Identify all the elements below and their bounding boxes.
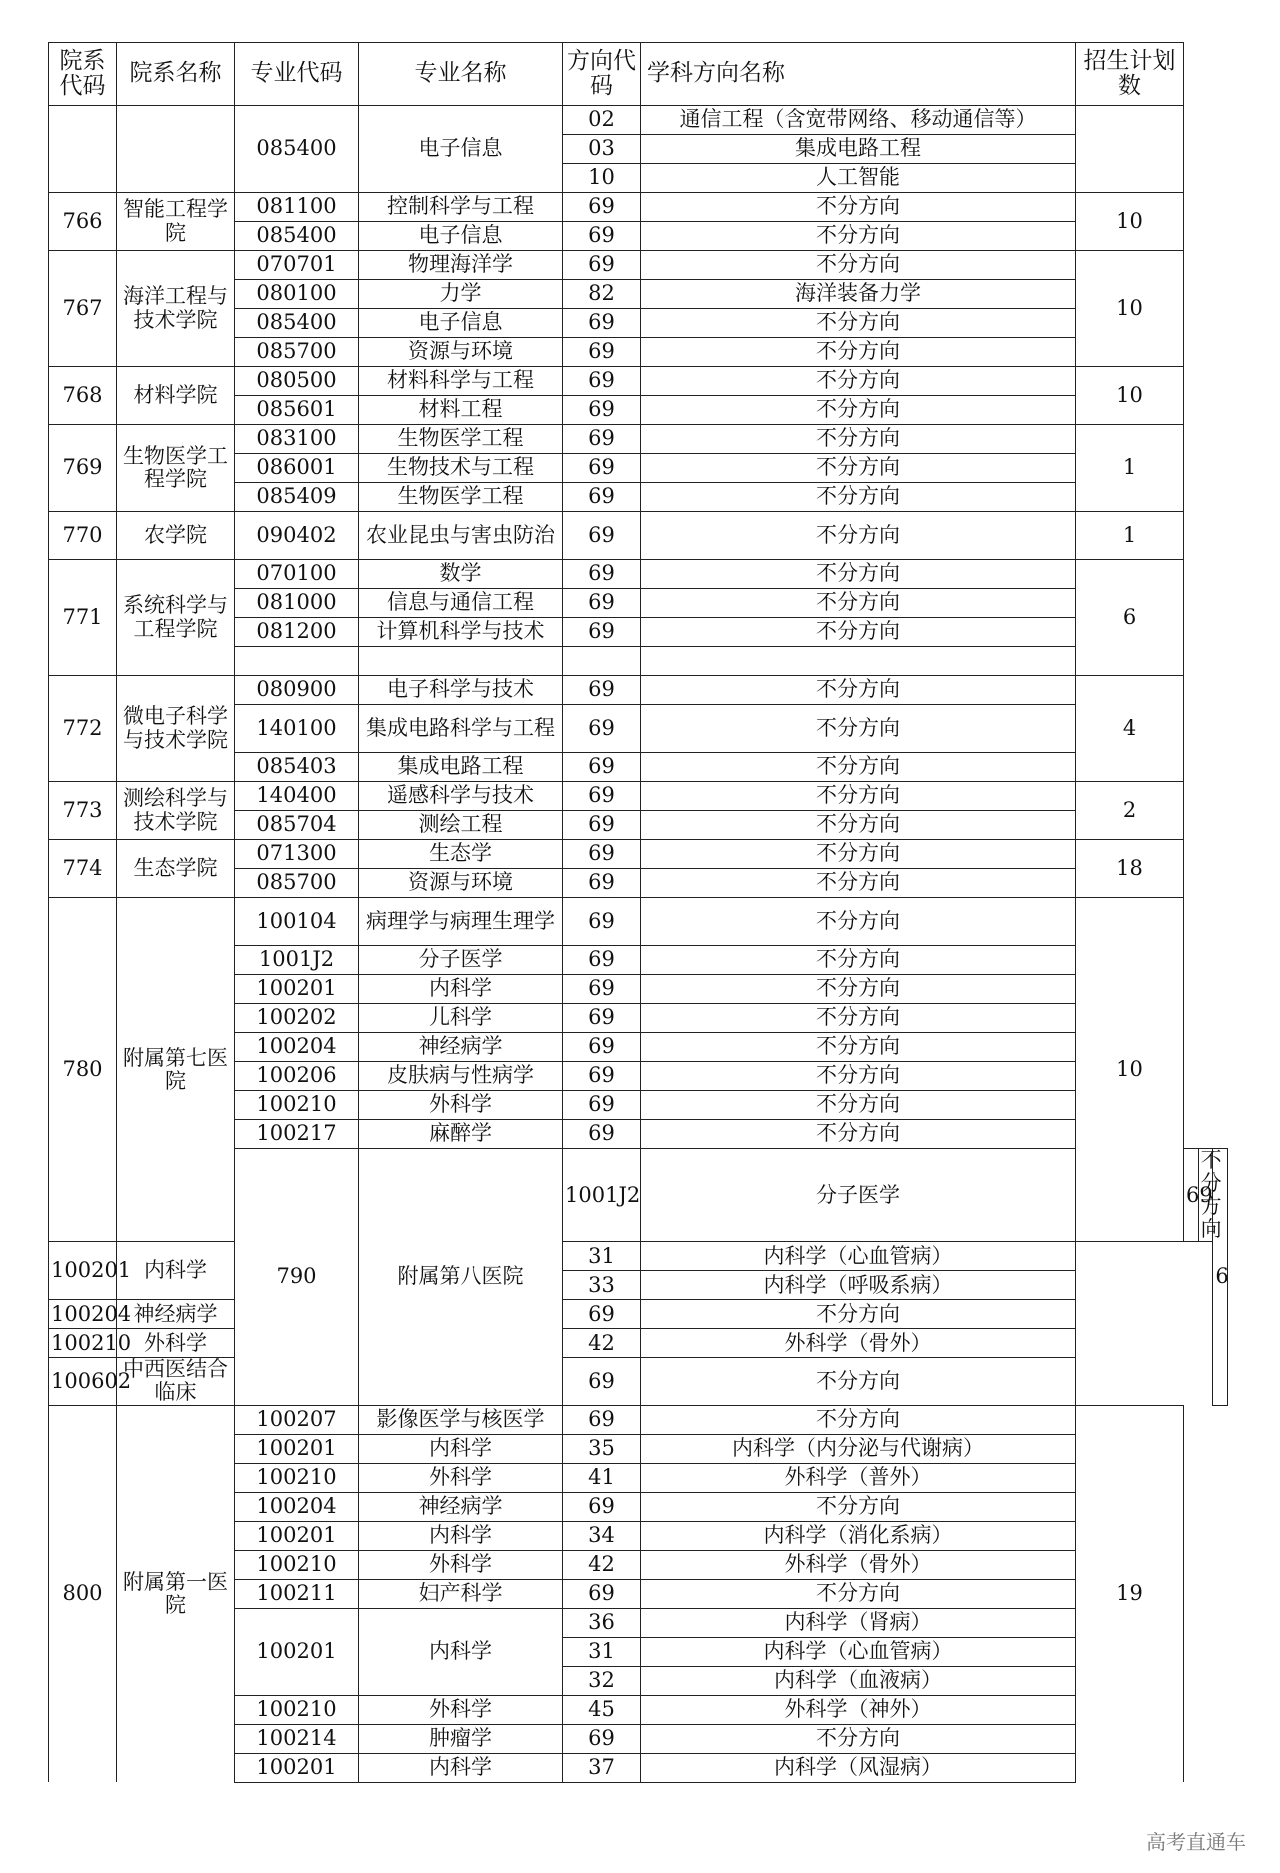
dept-code-cell: 780: [49, 898, 117, 1242]
dir-name-cell: 不分方向: [1198, 1149, 1213, 1242]
major-name-cell: 内科学: [359, 1753, 563, 1782]
dir-code-cell: 69: [563, 512, 641, 560]
major-code-cell: 100201: [235, 1434, 359, 1463]
dir-code-cell: 02: [563, 106, 641, 135]
major-name-cell: 材料工程: [359, 396, 563, 425]
dir-name-cell: 不分方向: [641, 222, 1076, 251]
dir-code-cell: 69: [563, 251, 641, 280]
dir-name-cell: 不分方向: [641, 1120, 1076, 1149]
major-code-cell: 140100: [235, 705, 359, 753]
major-code-cell: 1001J2: [563, 1149, 641, 1242]
major-name-cell: [359, 647, 563, 676]
major-code-cell: 085409: [235, 483, 359, 512]
major-code-cell: 100206: [235, 1062, 359, 1091]
major-code-cell: 085601: [235, 396, 359, 425]
major-code-cell: 081000: [235, 589, 359, 618]
quota-cell: 10: [1076, 898, 1184, 1242]
dir-code-cell: 69: [563, 338, 641, 367]
dir-name-cell: 内科学（心血管病）: [641, 1242, 1076, 1271]
major-code-cell: 090402: [235, 512, 359, 560]
quota-cell: 6: [1076, 560, 1184, 676]
dept-name-cell: 生物医学工程学院: [117, 425, 235, 512]
dir-code-cell: 69: [563, 840, 641, 869]
dir-code-cell: 69: [1184, 1149, 1199, 1242]
quota-cell: [1076, 106, 1184, 193]
major-code-cell: 100201: [235, 1608, 359, 1695]
major-name-cell: 力学: [359, 280, 563, 309]
header-major-name: 专业名称: [359, 43, 563, 106]
dir-code-cell: 69: [563, 1300, 641, 1329]
major-name-cell: 外科学: [359, 1550, 563, 1579]
major-name-cell: 电子信息: [359, 106, 563, 193]
major-code-cell: 100210: [235, 1550, 359, 1579]
dir-name-cell: 不分方向: [641, 946, 1076, 975]
table-row: [49, 560, 1228, 589]
major-name-cell: 内科学: [359, 1434, 563, 1463]
header-dept-code: 院系代码: [49, 43, 117, 106]
dir-name-cell: 内科学（内分泌与代谢病）: [641, 1434, 1076, 1463]
major-name-cell: 儿科学: [359, 1004, 563, 1033]
major-code-cell: 080900: [235, 676, 359, 705]
major-code-cell: 100211: [235, 1579, 359, 1608]
dir-code-cell: 45: [563, 1695, 641, 1724]
major-name-cell: 生物技术与工程: [359, 454, 563, 483]
header-dept-name: 院系名称: [117, 43, 235, 106]
dir-name-cell: 不分方向: [641, 840, 1076, 869]
dir-code-cell: 37: [563, 1753, 641, 1782]
table-row: [49, 1300, 1228, 1329]
dir-name-cell: 不分方向: [641, 1579, 1076, 1608]
dir-name-cell: 不分方向: [641, 1004, 1076, 1033]
header-major-code: 专业代码: [235, 43, 359, 106]
dept-code-cell: [49, 106, 117, 193]
dir-name-cell: 不分方向: [641, 1492, 1076, 1521]
quota-cell: 10: [1076, 367, 1184, 425]
major-code-cell: 100204: [235, 1033, 359, 1062]
dir-code-cell: 69: [563, 869, 641, 898]
major-name-cell: 中西医结合临床: [117, 1358, 235, 1405]
major-name-cell: 集成电路科学与工程: [359, 705, 563, 753]
quota-cell: 10: [1076, 193, 1184, 251]
header-dir-name: 学科方向名称: [641, 43, 1076, 106]
major-name-cell: 控制科学与工程: [359, 193, 563, 222]
table-row: [49, 782, 1228, 811]
dir-name-cell: 不分方向: [641, 1033, 1076, 1062]
major-code-cell: 100210: [49, 1329, 117, 1358]
major-name-cell: 神经病学: [359, 1033, 563, 1062]
table-row: [49, 106, 1228, 135]
dir-code-cell: [563, 647, 641, 676]
major-code-cell: 080100: [235, 280, 359, 309]
major-code-cell: 081100: [235, 193, 359, 222]
header-dir-code: 方向代码: [563, 43, 641, 106]
major-name-cell: 材料科学与工程: [359, 367, 563, 396]
major-code-cell: 085400: [235, 106, 359, 193]
dir-code-cell: 69: [563, 1004, 641, 1033]
dir-name-cell: 不分方向: [641, 705, 1076, 753]
dir-name-cell: 不分方向: [641, 454, 1076, 483]
major-name-cell: 内科学: [359, 1521, 563, 1550]
major-code-cell: [235, 647, 359, 676]
dir-name-cell: 外科学（骨外）: [641, 1550, 1076, 1579]
dept-name-cell: 生态学院: [117, 840, 235, 898]
dir-code-cell: 03: [563, 135, 641, 164]
major-code-cell: 100217: [235, 1120, 359, 1149]
major-name-cell: 数学: [359, 560, 563, 589]
major-code-cell: 085704: [235, 811, 359, 840]
watermark: 高考直通车: [1146, 1830, 1246, 1854]
major-name-cell: 电子科学与技术: [359, 676, 563, 705]
dept-code-cell: 790: [235, 1149, 359, 1406]
dir-code-cell: 69: [563, 454, 641, 483]
dir-code-cell: 69: [563, 1062, 641, 1091]
major-name-cell: 内科学: [359, 975, 563, 1004]
major-code-cell: 100207: [235, 1405, 359, 1434]
dept-name-cell: 附属第七医院: [117, 898, 235, 1242]
dir-name-cell: 不分方向: [641, 1358, 1076, 1405]
dir-name-cell: 内科学（风湿病）: [641, 1753, 1076, 1782]
dir-name-cell: 不分方向: [641, 782, 1076, 811]
major-name-cell: 内科学: [117, 1242, 235, 1300]
dir-name-cell: 不分方向: [641, 1300, 1076, 1329]
major-name-cell: 分子医学: [641, 1149, 1076, 1242]
major-code-cell: 085700: [235, 869, 359, 898]
major-code-cell: 100210: [235, 1695, 359, 1724]
table-row: [49, 425, 1228, 454]
major-code-cell: 100202: [235, 1004, 359, 1033]
dir-code-cell: 69: [563, 483, 641, 512]
dir-name-cell: 不分方向: [641, 560, 1076, 589]
dept-name-cell: 材料学院: [117, 367, 235, 425]
dir-code-cell: 69: [563, 1724, 641, 1753]
dept-name-cell: 智能工程学院: [117, 193, 235, 251]
dept-name-cell: 微电子科学与技术学院: [117, 676, 235, 782]
dir-code-cell: 31: [563, 1242, 641, 1271]
table-row: [49, 512, 1228, 560]
table-row: [49, 898, 1228, 946]
dir-name-cell: 不分方向: [641, 618, 1076, 647]
major-name-cell: 测绘工程: [359, 811, 563, 840]
quota-cell: 18: [1076, 840, 1184, 898]
dir-code-cell: 69: [563, 1405, 641, 1434]
dept-code-cell: 770: [49, 512, 117, 560]
table-row: [49, 840, 1228, 869]
dir-code-cell: 69: [563, 782, 641, 811]
dir-name-cell: 不分方向: [641, 676, 1076, 705]
major-name-cell: 病理学与病理生理学: [359, 898, 563, 946]
header-quota: 招生计划数: [1076, 43, 1184, 106]
quota-cell: 2: [1076, 782, 1184, 840]
major-code-cell: 085400: [235, 309, 359, 338]
major-code-cell: 080500: [235, 367, 359, 396]
quota-cell: 6: [1213, 1149, 1228, 1406]
table-body: [49, 106, 1228, 1783]
dir-name-cell: 不分方向: [641, 811, 1076, 840]
dir-code-cell: 69: [563, 753, 641, 782]
major-name-cell: 肿瘤学: [359, 1724, 563, 1753]
dir-code-cell: 69: [563, 1579, 641, 1608]
dir-name-cell: 不分方向: [641, 869, 1076, 898]
dir-code-cell: 35: [563, 1434, 641, 1463]
dir-name-cell: 不分方向: [641, 1724, 1076, 1753]
major-code-cell: 085700: [235, 338, 359, 367]
quota-cell: 1: [1076, 425, 1184, 512]
dept-code-cell: 771: [49, 560, 117, 676]
major-code-cell: 100204: [49, 1300, 117, 1329]
dept-name-cell: [117, 106, 235, 193]
dir-name-cell: 不分方向: [641, 1405, 1076, 1434]
dir-code-cell: 41: [563, 1463, 641, 1492]
dir-code-cell: 69: [563, 975, 641, 1004]
major-name-cell: 电子信息: [359, 309, 563, 338]
dir-code-cell: 33: [563, 1271, 641, 1300]
dir-code-cell: 69: [563, 1091, 641, 1120]
dept-name-cell: 农学院: [117, 512, 235, 560]
dir-code-cell: 69: [563, 425, 641, 454]
dept-code-cell: 766: [49, 193, 117, 251]
dir-code-cell: 42: [563, 1550, 641, 1579]
dept-code-cell: 768: [49, 367, 117, 425]
major-name-cell: 信息与通信工程: [359, 589, 563, 618]
table-row: [49, 676, 1228, 705]
dept-code-cell: 769: [49, 425, 117, 512]
dir-code-cell: 69: [563, 589, 641, 618]
dir-code-cell: 69: [563, 946, 641, 975]
quota-cell: 10: [1076, 251, 1184, 367]
major-code-cell: 100201: [49, 1242, 117, 1300]
major-code-cell: 140400: [235, 782, 359, 811]
major-code-cell: 100214: [235, 1724, 359, 1753]
major-name-cell: 生物医学工程: [359, 425, 563, 454]
major-code-cell: 100201: [235, 1753, 359, 1782]
major-code-cell: 1001J2: [235, 946, 359, 975]
major-name-cell: 资源与环境: [359, 338, 563, 367]
quota-cell: 19: [1076, 1405, 1184, 1782]
major-name-cell: 集成电路工程: [359, 753, 563, 782]
dir-name-cell: 不分方向: [641, 1091, 1076, 1120]
dir-name-cell: 不分方向: [641, 975, 1076, 1004]
dept-name-cell: 附属第一医院: [117, 1405, 235, 1782]
major-name-cell: 影像医学与核医学: [359, 1405, 563, 1434]
dir-name-cell: 内科学（呼吸系病）: [641, 1271, 1076, 1300]
dir-name-cell: 不分方向: [641, 753, 1076, 782]
table-row: [49, 1358, 1228, 1405]
major-code-cell: 081200: [235, 618, 359, 647]
dir-name-cell: 通信工程（含宽带网络、移动通信等）: [641, 106, 1076, 135]
dir-code-cell: 10: [563, 164, 641, 193]
dir-code-cell: 69: [563, 1120, 641, 1149]
dept-name-cell: 系统科学与工程学院: [117, 560, 235, 676]
dir-code-cell: 69: [563, 1358, 641, 1405]
major-name-cell: 神经病学: [359, 1492, 563, 1521]
dir-name-cell: 不分方向: [641, 425, 1076, 454]
major-name-cell: 物理海洋学: [359, 251, 563, 280]
major-code-cell: 100104: [235, 898, 359, 946]
dir-code-cell: 32: [563, 1666, 641, 1695]
major-name-cell: 计算机科学与技术: [359, 618, 563, 647]
table-row: [49, 251, 1228, 280]
quota-cell: 1: [1076, 512, 1184, 560]
table-row: [49, 193, 1228, 222]
dept-code-cell: 774: [49, 840, 117, 898]
dir-name-cell: 人工智能: [641, 164, 1076, 193]
major-name-cell: 生态学: [359, 840, 563, 869]
dir-code-cell: 69: [563, 309, 641, 338]
major-name-cell: 麻醉学: [359, 1120, 563, 1149]
dir-name-cell: 不分方向: [641, 367, 1076, 396]
dir-name-cell: 不分方向: [641, 512, 1076, 560]
dir-code-cell: 69: [563, 705, 641, 753]
major-code-cell: 083100: [235, 425, 359, 454]
dir-code-cell: 69: [563, 396, 641, 425]
dir-code-cell: 69: [563, 898, 641, 946]
dir-name-cell: 不分方向: [641, 898, 1076, 946]
dir-name-cell: 不分方向: [641, 483, 1076, 512]
dir-name-cell: [641, 647, 1076, 676]
major-name-cell: 电子信息: [359, 222, 563, 251]
major-code-cell: 085403: [235, 753, 359, 782]
dir-name-cell: 不分方向: [641, 251, 1076, 280]
major-code-cell: 100204: [235, 1492, 359, 1521]
dir-code-cell: 69: [563, 1492, 641, 1521]
major-name-cell: 农业昆虫与害虫防治: [359, 512, 563, 560]
dir-code-cell: 69: [563, 618, 641, 647]
dept-code-cell: 772: [49, 676, 117, 782]
major-code-cell: 070100: [235, 560, 359, 589]
major-name-cell: 分子医学: [359, 946, 563, 975]
major-code-cell: 070701: [235, 251, 359, 280]
dir-name-cell: 内科学（肾病）: [641, 1608, 1076, 1637]
table-row: [49, 1329, 1228, 1358]
major-code-cell: 071300: [235, 840, 359, 869]
dir-name-cell: 集成电路工程: [641, 135, 1076, 164]
major-name-cell: 外科学: [359, 1091, 563, 1120]
table-row: [49, 367, 1228, 396]
dir-name-cell: 不分方向: [641, 193, 1076, 222]
dept-code-cell: 773: [49, 782, 117, 840]
dir-code-cell: 69: [563, 193, 641, 222]
major-code-cell: 100210: [235, 1463, 359, 1492]
dir-code-cell: 31: [563, 1637, 641, 1666]
dir-name-cell: 不分方向: [641, 309, 1076, 338]
dir-name-cell: 内科学（血液病）: [641, 1666, 1076, 1695]
header-row: [49, 43, 1228, 106]
dir-name-cell: 内科学（消化系病）: [641, 1521, 1076, 1550]
dir-code-cell: 34: [563, 1521, 641, 1550]
major-code-cell: 100602: [49, 1358, 117, 1405]
dir-name-cell: 海洋装备力学: [641, 280, 1076, 309]
dir-code-cell: 42: [563, 1329, 641, 1358]
dir-name-cell: 外科学（普外）: [641, 1463, 1076, 1492]
major-name-cell: 外科学: [359, 1463, 563, 1492]
dept-name-cell: 测绘科学与技术学院: [117, 782, 235, 840]
quota-cell: 4: [1076, 676, 1184, 782]
major-name-cell: 遥感科学与技术: [359, 782, 563, 811]
table-row: [49, 1405, 1228, 1434]
major-name-cell: 内科学: [359, 1608, 563, 1695]
dir-name-cell: 不分方向: [641, 1062, 1076, 1091]
major-code-cell: 085400: [235, 222, 359, 251]
major-name-cell: 外科学: [359, 1695, 563, 1724]
major-code-cell: 086001: [235, 454, 359, 483]
dir-code-cell: 69: [563, 811, 641, 840]
enrollment-plan-table: [48, 42, 1228, 1783]
major-code-cell: 100210: [235, 1091, 359, 1120]
dept-name-cell: 海洋工程与技术学院: [117, 251, 235, 367]
dir-name-cell: 不分方向: [641, 338, 1076, 367]
dept-name-cell: 附属第八医院: [359, 1149, 563, 1406]
dir-name-cell: 外科学（神外）: [641, 1695, 1076, 1724]
dir-code-cell: 82: [563, 280, 641, 309]
major-code-cell: 100201: [235, 1521, 359, 1550]
major-name-cell: 资源与环境: [359, 869, 563, 898]
table-row: [49, 1242, 1228, 1271]
major-name-cell: 皮肤病与性病学: [359, 1062, 563, 1091]
dir-code-cell: 69: [563, 676, 641, 705]
major-name-cell: 生物医学工程: [359, 483, 563, 512]
dir-code-cell: 69: [563, 1033, 641, 1062]
dir-name-cell: 外科学（骨外）: [641, 1329, 1076, 1358]
dir-name-cell: 不分方向: [641, 396, 1076, 425]
major-name-cell: 妇产科学: [359, 1579, 563, 1608]
dir-code-cell: 69: [563, 222, 641, 251]
major-name-cell: 外科学: [117, 1329, 235, 1358]
dept-code-cell: 800: [49, 1405, 117, 1782]
major-code-cell: 100201: [235, 975, 359, 1004]
dir-code-cell: 36: [563, 1608, 641, 1637]
dir-name-cell: 不分方向: [641, 589, 1076, 618]
dir-name-cell: 内科学（心血管病）: [641, 1637, 1076, 1666]
dir-code-cell: 69: [563, 367, 641, 396]
dir-code-cell: 69: [563, 560, 641, 589]
dept-code-cell: 767: [49, 251, 117, 367]
major-name-cell: 神经病学: [117, 1300, 235, 1329]
